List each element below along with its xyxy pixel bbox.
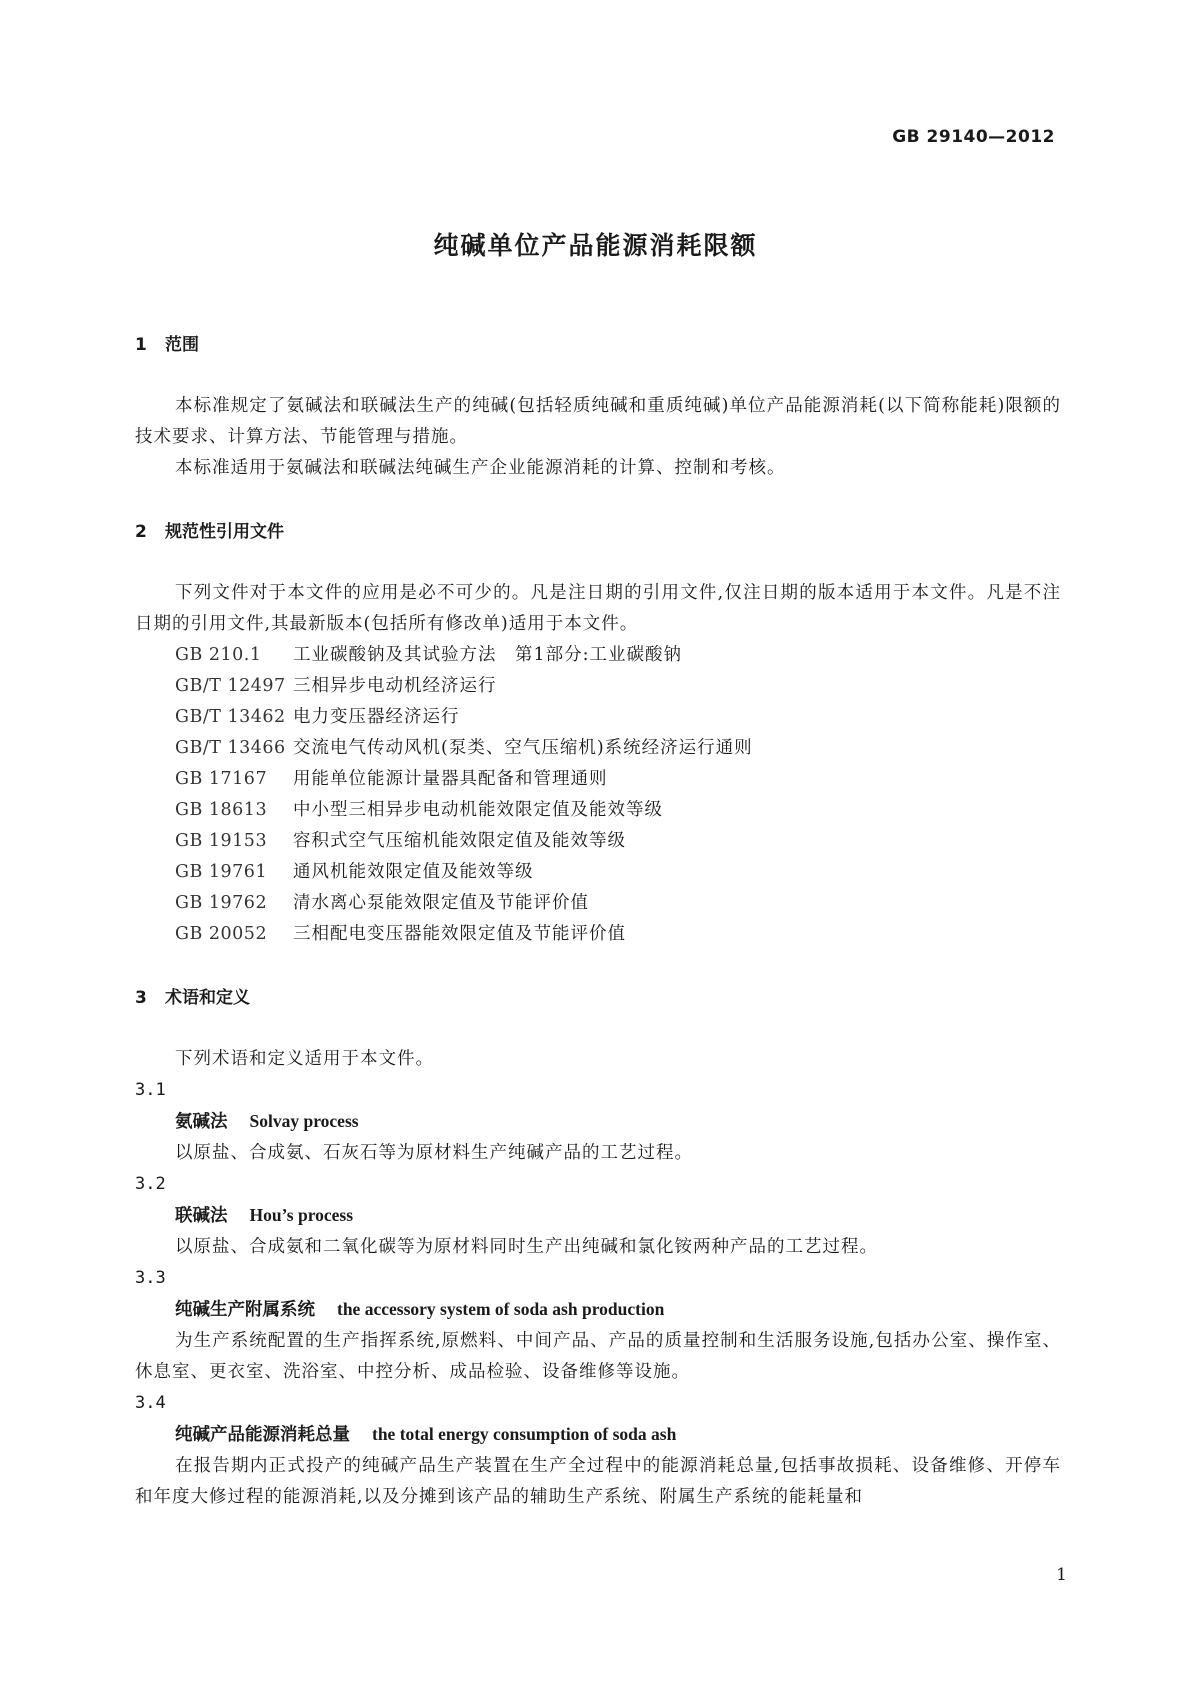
term-name [135, 1200, 1061, 1232]
reference-item [135, 671, 1061, 702]
section-number: 1 [135, 335, 147, 355]
section-terms-definitions [135, 983, 1061, 1513]
term-entry [135, 1075, 1061, 1169]
reference-title: 容积式空气压缩机能效限定值及能效等级 [293, 831, 626, 851]
reference-code: GB 210.1 [175, 645, 262, 665]
reference-item [135, 764, 1061, 795]
section-heading-text: 规范性引用文件 [165, 522, 284, 542]
reference-title: 三相配电变压器能效限定值及节能评价值 [293, 924, 626, 944]
term-name [135, 1419, 1061, 1451]
paragraph: 下列文件对于本文件的应用是必不可少的。凡是注日期的引用文件,仅注日期的版本适用于本文件。凡是不注日期的引用文件,其最新版本(包括所有修改单)适用于本文件。 [135, 583, 1061, 634]
term-name-zh: 纯碱产品能源消耗总量 [175, 1425, 350, 1445]
term-name-en: Hou’s process [249, 1205, 354, 1225]
term-name-zh: 纯碱生产附属系统 [175, 1300, 315, 1320]
reference-code: GB 17167 [175, 769, 268, 789]
term-name [135, 1294, 1061, 1326]
term-name-en: Solvay process [249, 1111, 359, 1131]
reference-item [135, 857, 1061, 888]
reference-item [135, 888, 1061, 919]
term-name [135, 1106, 1061, 1138]
section-heading-text: 术语和定义 [165, 988, 250, 1008]
reference-code: GB 19761 [175, 862, 268, 882]
term-definition: 在报告期内正式投产的纯碱产品生产装置在生产全过程中的能源消耗总量,包括事故损耗、设备维修、开停车和年度大修过程的能源消耗,以及分摊到该产品的辅助生产系统、附属生产系统的能耗量和 [135, 1456, 1061, 1507]
reference-code: GB 20052 [175, 924, 268, 944]
reference-item [135, 702, 1061, 733]
term-name-en: the accessory system of soda ash production [337, 1299, 665, 1319]
term-entry [135, 1388, 1061, 1513]
reference-code: GB/T 13462 [175, 707, 286, 727]
term-name-zh: 氨碱法 [175, 1112, 228, 1132]
term-entry [135, 1263, 1061, 1388]
document-title: 纯碱单位产品能源消耗限额 [433, 231, 758, 260]
term-number: 3.2 [135, 1174, 166, 1194]
section-heading-text: 范围 [165, 335, 199, 355]
reference-title: 电力变压器经济运行 [293, 707, 460, 727]
term-number: 3.1 [135, 1080, 166, 1100]
reference-title: 中小型三相异步电动机能效限定值及能效等级 [293, 800, 663, 820]
reference-item [135, 919, 1061, 950]
reference-title: 交流电气传动风机(泵类、空气压缩机)系统经济运行通则 [293, 738, 753, 758]
page-number: 1 [1056, 1565, 1067, 1585]
reference-title: 清水离心泵能效限定值及节能评价值 [293, 893, 589, 913]
reference-item [135, 640, 1061, 671]
reference-item [135, 826, 1061, 857]
term-definition: 为生产系统配置的生产指挥系统,原燃料、中间产品、产品的质量控制和生活服务设施,包括办公室、操作室、休息室、更衣室、洗浴室、中控分析、成品检验、设备维修等设施。 [135, 1331, 1061, 1382]
paragraph: 本标准规定了氨碱法和联碱法生产的纯碱(包括轻质纯碱和重质纯碱)单位产品能源消耗(以下简称能耗)限额的技术要求、计算方法、节能管理与措施。 [135, 396, 1061, 447]
term-number: 3.4 [135, 1393, 166, 1413]
section-number: 2 [135, 522, 147, 542]
section-heading [135, 330, 1061, 361]
section-scope [135, 330, 1061, 484]
reference-code: GB 18613 [175, 800, 268, 820]
term-definition: 以原盐、合成氨和二氧化碳等为原材料同时生产出纯碱和氯化铵两种产品的工艺过程。 [175, 1237, 878, 1257]
reference-code: GB 19762 [175, 893, 268, 913]
reference-code: GB/T 13466 [175, 738, 286, 758]
term-name-en: the total energy consumption of soda ash [372, 1424, 677, 1444]
reference-item [135, 795, 1061, 826]
reference-code: GB 19153 [175, 831, 268, 851]
section-heading [135, 517, 1061, 548]
term-name-zh: 联碱法 [175, 1206, 228, 1226]
paragraph: 下列术语和定义适用于本文件。 [175, 1049, 434, 1069]
reference-title: 三相异步电动机经济运行 [293, 676, 497, 696]
term-entry [135, 1169, 1061, 1263]
paragraph: 本标准适用于氨碱法和联碱法纯碱生产企业能源消耗的计算、控制和考核。 [175, 458, 786, 478]
section-number: 3 [135, 988, 147, 1008]
term-number: 3.3 [135, 1268, 166, 1288]
section-normative-references [135, 517, 1061, 950]
reference-title: 通风机能效限定值及能效等级 [293, 862, 534, 882]
reference-title: 用能单位能源计量器具配备和管理通则 [293, 769, 608, 789]
reference-title: 工业碳酸钠及其试验方法 第1部分:工业碳酸钠 [293, 645, 683, 665]
term-definition: 以原盐、合成氨、石灰石等为原材料生产纯碱产品的工艺过程。 [175, 1143, 693, 1163]
document-body [135, 330, 1061, 1513]
section-heading [135, 983, 1061, 1014]
standard-code: GB 29140—2012 [892, 127, 1055, 147]
reference-code: GB/T 12497 [175, 676, 286, 696]
reference-item [135, 733, 1061, 764]
